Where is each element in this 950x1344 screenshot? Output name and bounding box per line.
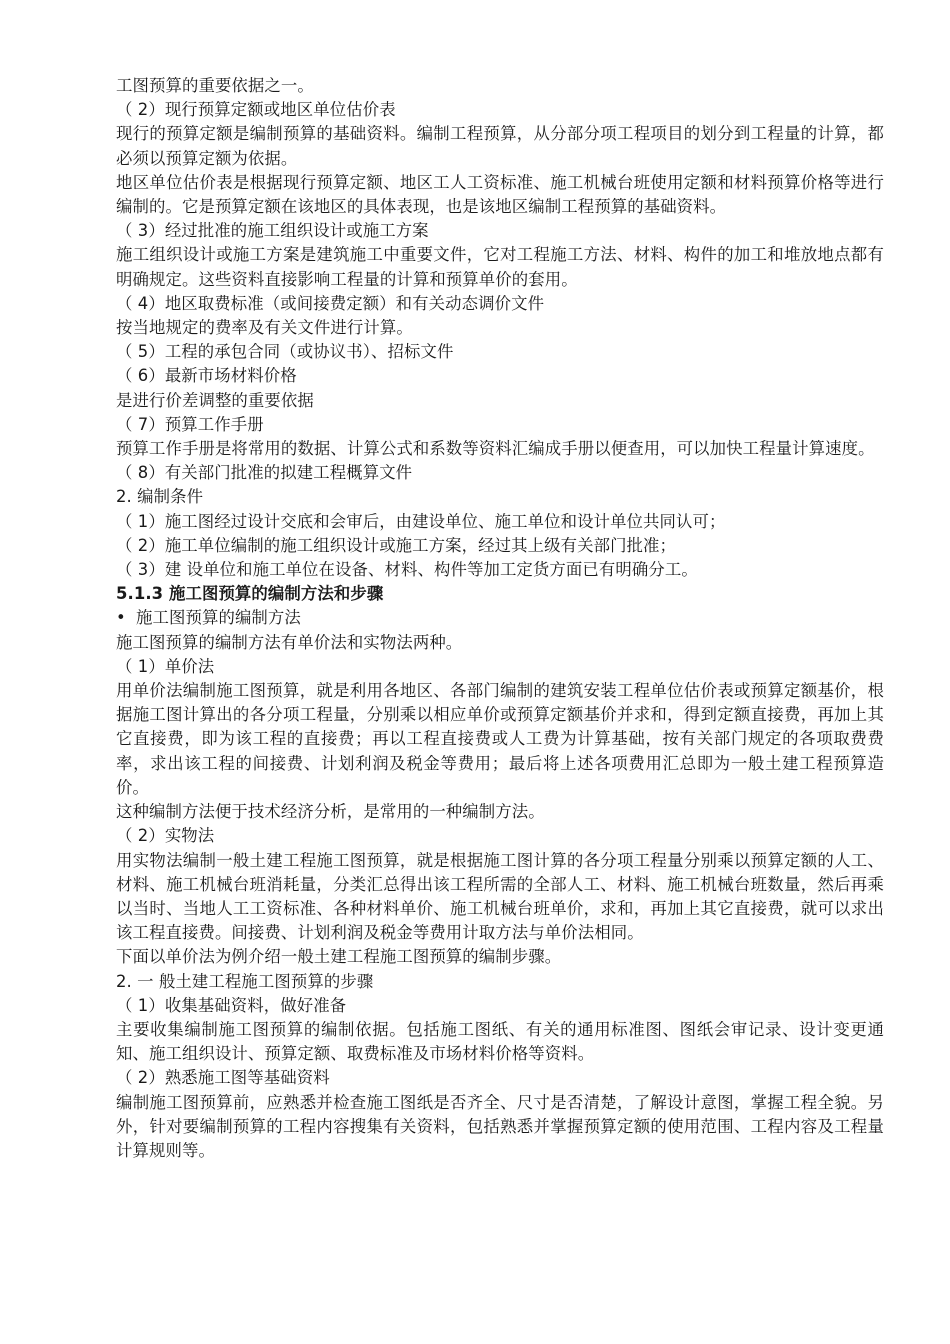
- paragraph: 按当地规定的费率及有关文件进行计算。: [116, 318, 413, 338]
- paragraph: （ 1）单价法: [116, 656, 215, 676]
- paragraph: 下面以单价法为例介绍一般土建工程施工图预算的编制步骤。: [116, 947, 562, 967]
- bullet-item: [116, 606, 884, 630]
- paragraph: 施工组织设计或施工方案是建筑施工中重要文件，它对工程施工方法、材料、构件的加工和堆放地点都有明确规定。这些资料直接影响工程量的计算和预算单价的套用。: [116, 245, 884, 289]
- paragraph: （ 4）地区取费标准（或间接费定额）和有关动态调价文件: [116, 293, 545, 313]
- paragraph: 用实物法编制一般土建工程施工图预算，就是根据施工图计算的各分项工程量分别乘以预算定额的人工、材料、施工机械台班消耗量，分类汇总得出该工程所需的全部人工、材料、施工机械台班数量，然后再乘以当时、当地人工工资标准、各种材料单价、施工机械台班单价，求和，再加上其它直接费，就可以求出该工程直接费。间接费、计划利润及税金等费用计取方法与单价法相同。: [116, 850, 884, 943]
- paragraph: 主要收集编制施工图预算的编制依据。包括施工图纸、有关的通用标准图、图纸会审记录、设计变更通知、施工组织设计、预算定额、取费标准及市场材料价格等资料。: [116, 1019, 884, 1064]
- section-heading: 5.1.3 施工图预算的编制方法和步骤: [116, 584, 384, 604]
- paragraph: 2. 编制条件: [116, 487, 204, 507]
- paragraph: （ 1）施工图经过设计交底和会审后，由建设单位、施工单位和设计单位共同认可；: [116, 511, 726, 531]
- paragraph: （ 8）有关部门批准的拟建工程概算文件: [116, 463, 413, 483]
- paragraph: （ 6）最新市场材料价格: [116, 366, 297, 386]
- paragraph: 2. 一 般土建工程施工图预算的步骤: [116, 971, 374, 991]
- paragraph: （ 2）施工单位编制的施工组织设计或施工方案，经过其上级有关部门批准；: [116, 535, 677, 555]
- paragraph: （ 1）收集基础资料，做好准备: [116, 995, 347, 1015]
- paragraph: 工图预算的重要依据之一。: [116, 76, 314, 95]
- bullet-text: 施工图预算的编制方法: [136, 608, 301, 628]
- paragraph: （ 3）经过批准的施工组织设计或施工方案: [116, 221, 429, 241]
- bullet-icon: •: [116, 608, 126, 628]
- paragraph: 是进行价差调整的重要依据: [116, 390, 314, 410]
- paragraph: （ 3）建 设单位和施工单位在设备、材料、构件等加工定货方面已有明确分工。: [116, 560, 698, 580]
- paragraph: 用单价法编制施工图预算，就是利用各地区、各部门编制的建筑安装工程单位估价表或预算定额基价，根据施工图计算出的各分项工程量，分别乘以相应单价或预算定额基价并求和，得到定额直接费，再加上其它直接费，即为该工程的直接费；再以工程直接费或人工费为计算基础，按有关部门规定的各项取费费率，求出该工程的间接费、计划利润及税金等费用；最后将上述各项费用汇总即为一般土建工程预算造价。: [116, 681, 884, 797]
- paragraph: （ 2）熟悉施工图等基础资料: [116, 1068, 330, 1088]
- paragraph: （ 2）现行预算定额或地区单位估价表: [116, 100, 396, 120]
- document-page: [116, 74, 884, 1163]
- paragraph: （ 5）工程的承包合同（或协议书）、招标文件: [116, 342, 454, 362]
- paragraph: 这种编制方法便于技术经济分析，是常用的一种编制方法。: [116, 802, 545, 822]
- paragraph: （ 2）实物法: [116, 826, 215, 846]
- paragraph: 地区单位估价表是根据现行预算定额、地区工人工资标准、施工机械台班使用定额和材料预算价格等进行编制的。它是预算定额在该地区的具体表现，也是该地区编制工程预算的基础资料。: [116, 172, 884, 217]
- paragraph: 现行的预算定额是编制预算的基础资料。编制工程预算，从分部分项工程项目的划分到工程量的计算，都必须以预算定额为依据。: [116, 124, 884, 168]
- paragraph: 编制施工图预算前，应熟悉并检查施工图纸是否齐全、尺寸是否清楚，了解设计意图，掌握工程全貌。另外，针对要编制预算的工程内容搜集有关资料，包括熟悉并掌握预算定额的使用范围、工程内容及工程量计算规则等。: [116, 1092, 884, 1160]
- paragraph: （ 7）预算工作手册: [116, 414, 264, 434]
- paragraph: 施工图预算的编制方法有单价法和实物法两种。: [116, 632, 463, 652]
- paragraph: 预算工作手册是将常用的数据、计算公式和系数等资料汇编成手册以便查用，可以加快工程量计算速度。: [116, 439, 875, 459]
